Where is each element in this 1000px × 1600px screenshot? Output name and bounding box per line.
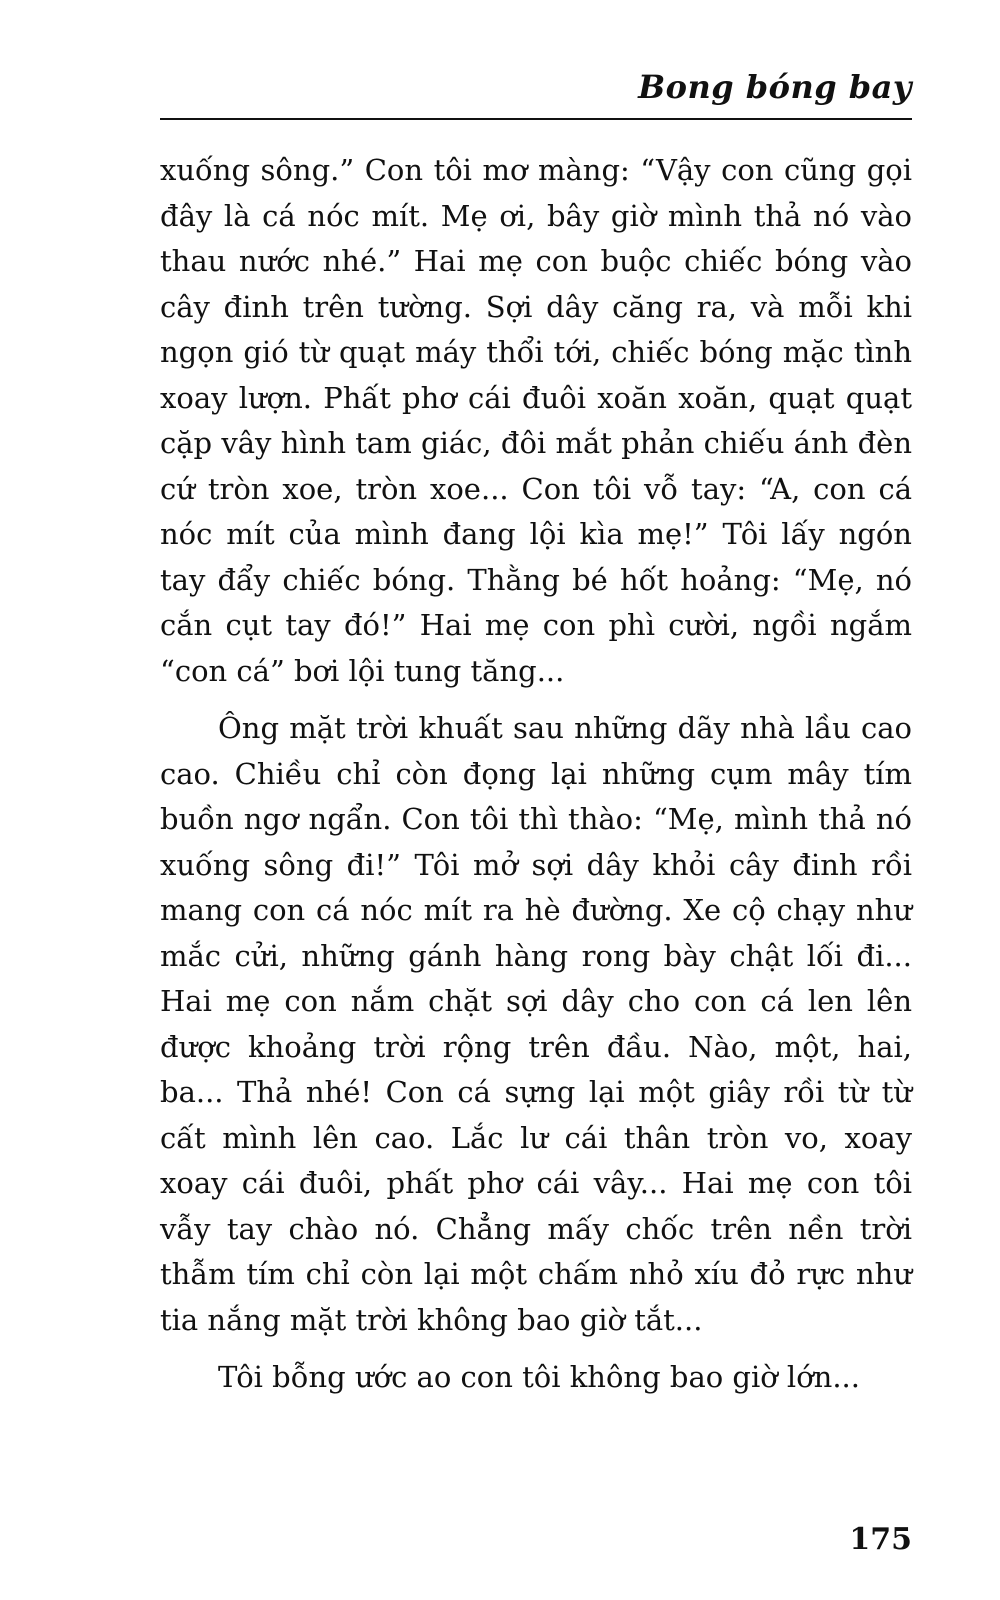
page-body bbox=[160, 148, 912, 1401]
running-title: Bong bóng bay bbox=[638, 68, 912, 106]
page-number: 175 bbox=[849, 1522, 912, 1557]
paragraph-closing: Tôi bỗng ước ao con tôi không bao giờ lớn... bbox=[218, 1360, 860, 1394]
paragraph: Ông mặt trời khuất sau những dãy nhà lầu cao cao. Chiều chỉ còn đọng lại những cụm mây tím buồn ngơ ngẩn. Con tôi thì thào: “Mẹ, mình thả nó xuống sông đi!” Tôi mở sợi dây khỏi cây đinh rồi mang con cá nóc mít ra hè đường. Xe cộ chạy như mắc cửi, những gánh hàng rong bày chật lối đi... Hai mẹ con nắm chặt sợi dây cho con cá len lên được khoảng trời rộng trên đầu. Nào, một, hai, ba... Thả nhé! Con cá sựng lại một giây rồi từ từ cất mình lên cao. Lắc lư cái thân tròn vo, xoay xoay cái đuôi, phất phơ cái vây... Hai mẹ con tôi vẫy tay chào nó. Chẳng mấy chốc trên nền trời thẫm tím chỉ còn lại một chấm nhỏ xíu đỏ rực như tia nắng mặt trời không bao giờ tắt... bbox=[160, 711, 912, 1337]
paragraph-continued: xuống sông.” Con tôi mơ màng: “Vậy con cũng gọi đây là cá nóc mít. Mẹ ơi, bây giờ mình thả nó vào thau nước nhé.” Hai mẹ con buộc chiếc bóng vào cây đinh trên tường. Sợi dây căng ra, và mỗi khi ngọn gió từ quạt máy thổi tới, chiếc bóng mặc tình xoay lượn. Phất phơ cái đuôi xoăn xoăn, quạt quạt cặp vây hình tam giác, đôi mắt phản chiếu ánh đèn cứ tròn xoe, tròn xoe... Con tôi vỗ tay: “A, con cá nóc mít của mình đang lội kìa mẹ!” Tôi lấy ngón tay đẩy chiếc bóng. Thằng bé hốt hoảng: “Mẹ, nó cắn cụt tay đó!” Hai mẹ con phì cười, ngồi ngắm “con cá” bơi lội tung tăng... bbox=[160, 153, 912, 688]
running-header bbox=[160, 62, 912, 120]
